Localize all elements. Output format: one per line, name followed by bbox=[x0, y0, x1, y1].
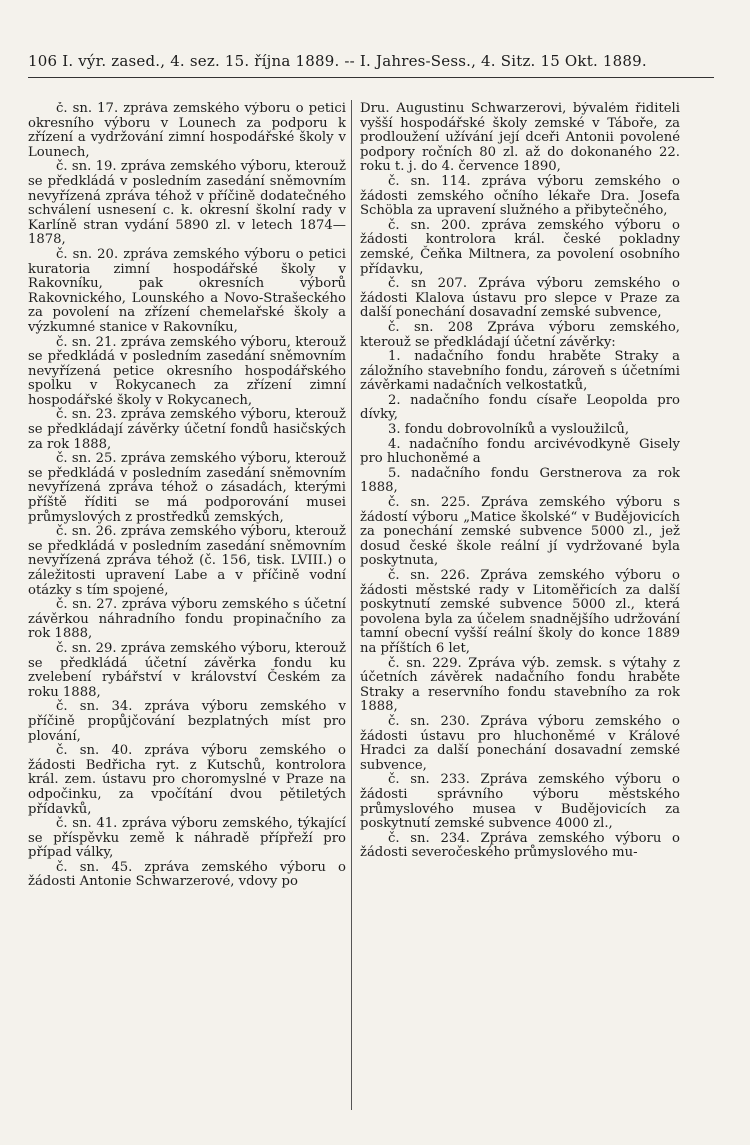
paragraph: č. sn. 26. zpráva zemského výboru, kterouž se předkládá v posledním zasedání sněmovním nevyřízená zpráva téhož (č. 156, tisk. LVIII.) o záležitosti upravení Labe a v příčině vodní otázky s tím spojené, bbox=[28, 524, 346, 598]
paragraph: č. sn. 29. zpráva zemského výboru, kterouž se předkládá účetní závěrka fondu ku zvelebení rybářství v království Českém za roku 1888, bbox=[28, 640, 346, 700]
paragraph: č. sn. 40. zpráva výboru zemského o žádosti Bedřicha ryt. z Kutschů, kontrolora král. zem. ústavu pro choromyslné v Praze na odpočinku, za vpočítání dvou pětiletých přídavků, bbox=[28, 743, 346, 817]
paragraph: č. sn. 25. zpráva zemského výboru, kterouž se předkládá v posledním zasedání sněmovním nevyřízená zpráva téhož o zásadách, kterými příště říditi se má podporování musei průmyslových z prostředků zemských, bbox=[28, 451, 346, 525]
paragraph: 5. nadačního fondu Gerstnerova za rok 1888, bbox=[360, 465, 680, 496]
paragraph: č. sn 207. Zpráva výboru zemského o žádosti Klalova ústavu pro slepce v Praze za další ponechání dosavadní zemské subvence, bbox=[360, 276, 680, 321]
column-divider bbox=[351, 100, 352, 1110]
paragraph: č. sn. 234. Zpráva zemského výboru o žádosti severočeského průmyslového mu- bbox=[360, 830, 680, 861]
paragraph: Dru. Augustinu Schwarzerovi, bývalém řiditeli vyšší hospodářské školy zemské v Táboře, za prodloužení užívání její dceři Antonii povolené podpory ročních 80 zl. až do dokonaného 22. roku t. j. do 4. července 1890, bbox=[360, 102, 680, 175]
paragraph: č. sn. 230. Zpráva výboru zemského o žádosti ústavu pro hluchoněmé v Králové Hradci za další ponechání dosavadní zemské subvence, bbox=[360, 713, 680, 773]
paragraph: č. sn. 41. zpráva výboru zemského, týkající se příspěvku země k náhradě přípřeží pro případ války, bbox=[28, 816, 346, 861]
paragraph: č. sn. 200. zpráva zemského výboru o žádosti kontrolora král. české pokladny zemské, Čeňka Miltnera, za povolení osobního přídavku, bbox=[360, 217, 680, 277]
paragraph: č. sn. 229. Zpráva výb. zemsk. s výtahy z účetních závěrek nadačního fondu hraběte Straky a reservního fondu stavebního za rok 1888, bbox=[360, 655, 680, 715]
page-header: 106 I. výr. zased., 4. sez. 15. října 1889. -- I. Jahres-Sess., 4. Sitz. 15 Okt. 1889. bbox=[28, 52, 647, 70]
paragraph: č. sn. 225. Zpráva zemského výboru s žádostí výboru „Matice školské“ v Budějovicích za ponechání zemské subvence 5000 zl., jež dosud české škole reální jí vydržované byla poskytnuta, bbox=[360, 495, 680, 569]
paragraph: č. sn. 21. zpráva zemského výboru, kterouž se předkládá v posledním zasedání sněmovním nevyřízená petice okresního hospodářského spolku v Rokycanech za zřízení zimní hospodářské školy v Rokycanech, bbox=[28, 334, 346, 408]
left-column bbox=[28, 102, 346, 1122]
paragraph: č. sn. 20. zpráva zemského výboru o petici kuratoria zimní hospodářské školy v Rakovníku, pak okresních výborů Rakovnického, Lounského a Novo-Strašeckého za povolení na zřízení chemelařské školy a výzkumné stanice v Rakovníku, bbox=[28, 246, 346, 335]
paragraph: č. sn. 17. zpráva zemského výboru o petici okresního výboru v Lounech za podporu k zřízení a vydržování zimní hospodářské školy v Lounech, bbox=[28, 102, 346, 160]
paragraph: č. sn. 45. zpráva zemského výboru o žádosti Antonie Schwarzerové, vdovy po bbox=[28, 859, 346, 890]
paragraph: č. sn. 233. Zpráva zemského výboru o žádosti správního výboru městského průmyslového musea v Budějovicích za poskytnutí zemské subvence 4000 zl., bbox=[360, 772, 680, 832]
paragraph: č. sn. 27. zpráva výboru zemského s účetní závěrkou náhradního fondu propinačního za rok 1888, bbox=[28, 597, 346, 642]
paragraph: č. sn. 208 Zpráva výboru zemského, kterouž se předkládají účetní závěrky: bbox=[360, 319, 680, 350]
paragraph: č. sn. 23. zpráva zemského výboru, kterouž se předkládají závěrky účetní fondů hasičských za rok 1888, bbox=[28, 407, 346, 452]
paragraph: č. sn. 114. zpráva výboru zemského o žádosti zemského očního lékaře Dra. Josefa Schöbla za upravení služného a přibytečného, bbox=[360, 173, 680, 219]
right-column bbox=[360, 102, 680, 1122]
paragraph: 3. fondu dobrovolníků a vysloužilců, bbox=[388, 422, 630, 438]
paragraph: č. sn. 226. Zpráva zemského výboru o žádosti městské rady v Litoměřicích za další poskytnutí zemské subvence 5000 zl., která povolena byla za účelem snadnějšího udržování tamní obecní vyšší reální školy do konce 1889 na příštích 6 let, bbox=[360, 568, 680, 656]
paragraph: 4. nadačního fondu arcivévodkyně Gisely pro hluchoněmé a bbox=[360, 436, 680, 467]
paragraph: č. sn. 34. zpráva výboru zemského v příčině propůjčování bezplatných míst pro plování, bbox=[28, 699, 346, 744]
paragraph: č. sn. 19. zpráva zemského výboru, kterouž se předkládá v posledním zasedání sněmovním nevyřízená zpráva téhož v příčině dodatečného schválení usnesení c. k. okresní školní rady v Karlíně stran vydání 5890 zl. v letech 1874—1878, bbox=[28, 159, 346, 248]
header-rule bbox=[28, 77, 714, 78]
paragraph: 2. nadačního fondu císaře Leopolda pro dívky, bbox=[360, 392, 680, 423]
paragraph: 1. nadačního fondu hraběte Straky a záložního stavebního fondu, zároveň s účetními závěrkami nadačních velkostatků, bbox=[360, 349, 680, 394]
